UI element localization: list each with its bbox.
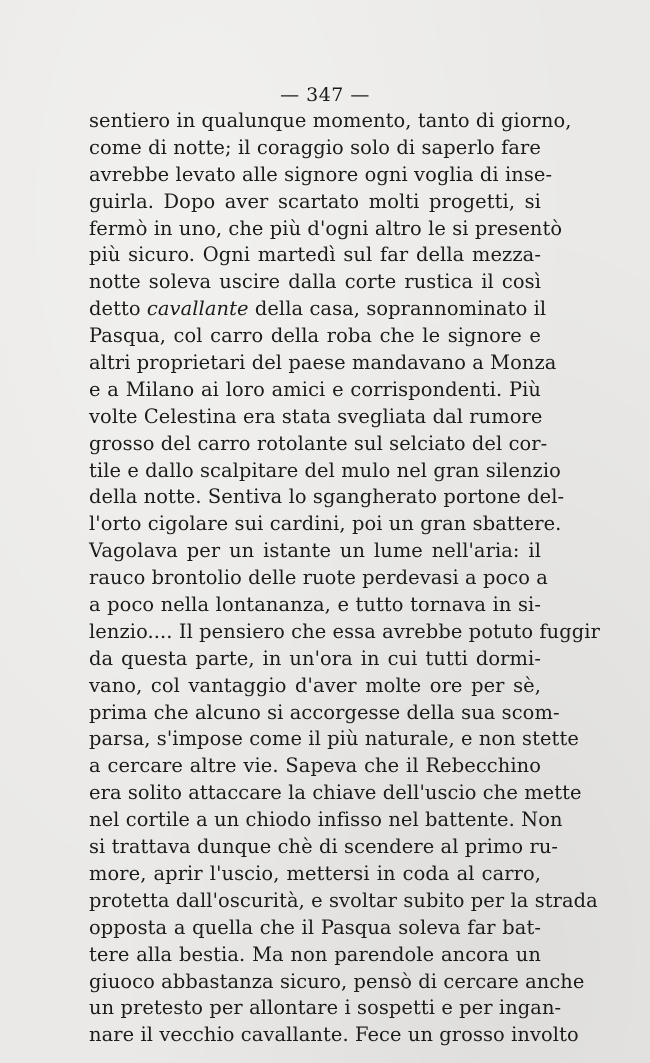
italic-term: cavallante — [146, 297, 249, 321]
text-line: guirla. Dopo aver scartato molti progetti, si — [89, 189, 541, 213]
text-line: giuoco abbastanza sicuro, pensò di cercare anche — [89, 969, 585, 993]
text-line: rauco brontolio delle ruote perdevasi a poco a — [89, 566, 548, 590]
text-line: notte soleva uscire dalla corte rustica il così — [89, 270, 541, 294]
text-line: opposta a quella che il Pasqua soleva far bat- — [89, 915, 541, 939]
text-line: tere alla bestia. Ma non parendole ancora un — [89, 942, 541, 966]
text-line: a cercare altre vie. Sapeva che il Rebecchino — [89, 754, 541, 778]
text-line: vano, col vantaggio d'aver molte ore per sè, — [89, 673, 541, 697]
text-line: grosso del carro rotolante sul selciato del cor- — [89, 431, 548, 455]
text-line: come di notte; il coraggio solo di saperlo fare — [89, 135, 541, 159]
text-line: Pasqua, col carro della roba che le signore e — [89, 324, 541, 348]
text-line: protetta dall'oscurità, e svoltar subito per la strada — [89, 888, 598, 912]
text-line: nel cortile a un chiodo infisso nel battente. Non — [89, 808, 563, 832]
text-line: parsa, s'impose come il più naturale, e non stette — [89, 727, 579, 751]
text-line: more, aprir l'uscio, mettersi in coda al carro, — [89, 861, 541, 885]
text-line: volte Celestina era stata svegliata dal rumore — [89, 404, 543, 428]
body-text — [89, 108, 600, 1049]
text-line: si trattava dunque chè di scendere al primo ru- — [89, 835, 559, 859]
text-line: era solito attaccare la chiave dell'uscio che mette — [89, 781, 582, 805]
text-line: l'orto cigolare sui cardini, poi un gran sbattere. — [89, 512, 562, 536]
text-line: un pretesto per allontare i sospetti e per ingan- — [89, 996, 562, 1020]
text-line: sentiero in qualunque momento, tanto di giorno, — [89, 109, 572, 132]
text-line: più sicuro. Ogni martedì sul far della mezza- — [89, 243, 541, 267]
text-line: fermò in uno, che più d'ogni altro le si presentò — [89, 216, 563, 240]
text-line: della notte. Sentiva lo sgangherato portone del- — [89, 485, 565, 509]
text-line: nare il vecchio cavallante. Fece un grosso involto — [89, 1023, 579, 1047]
text-line: altri proprietari del paese mandavano a Monza — [89, 351, 557, 375]
text-line: Vagolava per un istante un lume nell'aria: il — [89, 539, 541, 563]
text-line: a poco nella lontananza, e tutto tornava in si- — [89, 593, 541, 617]
text-line: prima che alcuno si accorgesse della sua scom- — [89, 700, 560, 724]
text-line: detto cavallante della casa, soprannominato il — [89, 297, 547, 321]
text-line: e a Milano ai loro amici e corrispondenti. Più — [89, 377, 541, 401]
text-line: da questa parte, in un'ora in cui tutti dormi- — [89, 646, 541, 670]
page-number: — 347 — — [280, 84, 370, 106]
text-line: tile e dallo scalpitare del mulo nel gran silenzio — [89, 458, 561, 482]
text-line: lenzio.... Il pensiero che essa avrebbe potuto fuggir — [89, 619, 600, 643]
text-line: avrebbe levato alle signore ogni voglia di inse- — [89, 162, 553, 186]
